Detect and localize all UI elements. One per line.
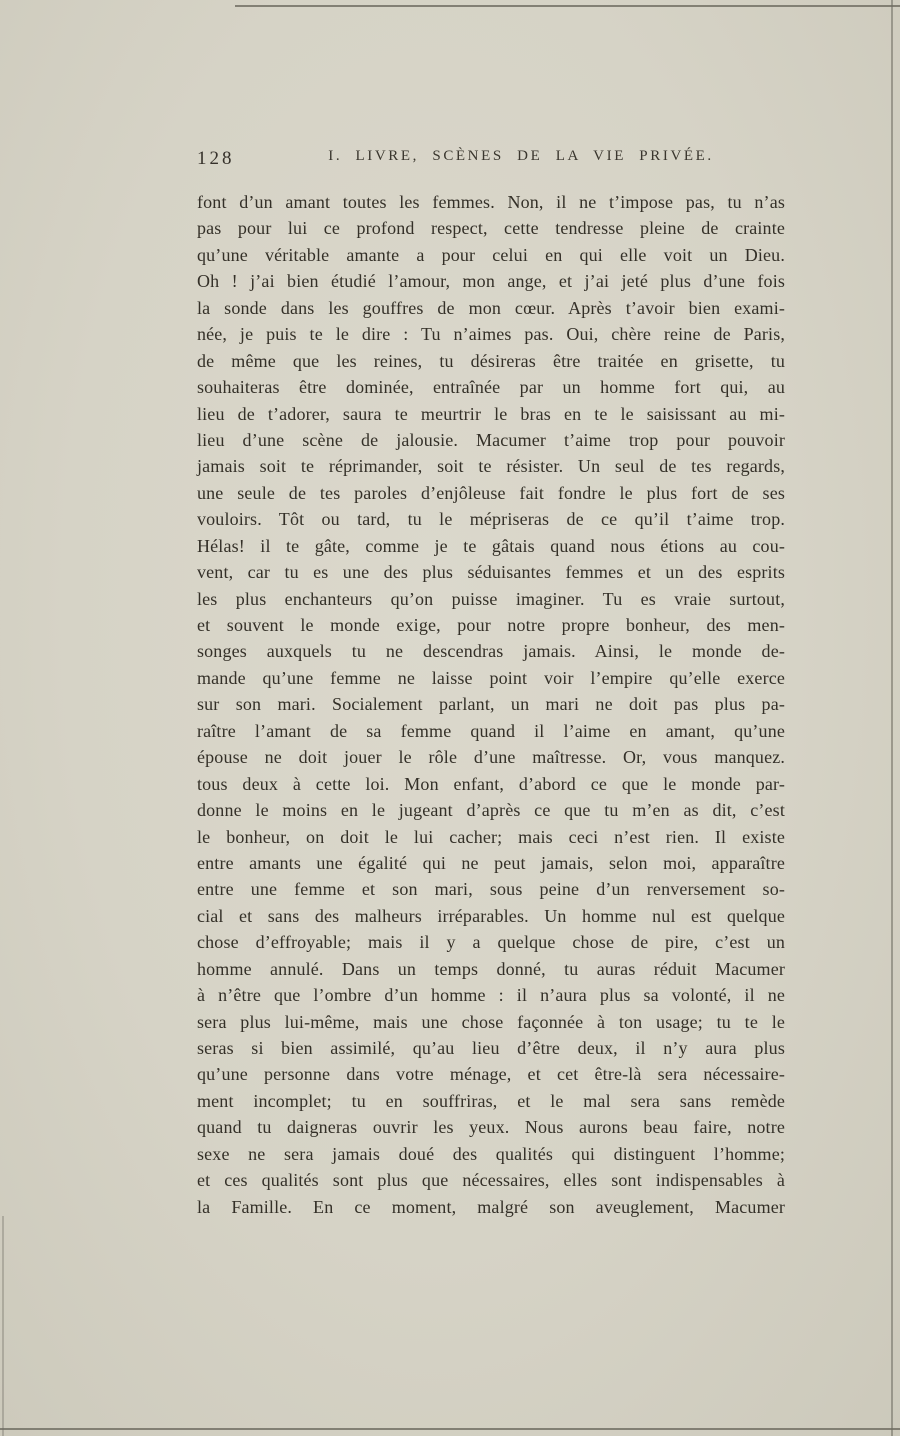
text-line: vouloirs. Tôt ou tard, tu le mépriseras de ce qu’il t’aime trop.	[197, 509, 785, 530]
scan-edge-bottom	[0, 1428, 900, 1430]
page-header-row	[197, 148, 785, 174]
text-line: et souvent le monde exige, pour notre propre bonheur, des men-	[197, 615, 785, 635]
text-line: les plus enchanteurs qu’on puisse imaginer. Tu es vraie surtout,	[197, 588, 785, 609]
text-line: qu’une personne dans votre ménage, et cet être-là sera nécessaire-	[197, 1064, 785, 1085]
text-line: le bonheur, on doit le lui cacher; mais ceci n’est rien. Il existe	[197, 826, 785, 847]
text-line: lieu de t’adorer, saura te meurtrir le bras en te le saisissant au mi-	[197, 403, 785, 424]
scan-edge-right	[891, 0, 893, 1436]
text-line: entre une femme et son mari, sous peine d’un renversement so-	[197, 879, 785, 900]
text-line: sera plus lui-même, mais une chose façonnée à ton usage; tu te le	[197, 1011, 785, 1032]
text-line: songes auxquels tu ne descendras jamais. Ainsi, le monde de-	[197, 641, 785, 662]
text-line: mande qu’une femme ne laisse point voir l’empire qu’elle exerce	[197, 667, 785, 688]
text-line: à n’être que l’ombre d’un homme : il n’aura plus sa volonté, il ne	[197, 985, 785, 1006]
text-line: épouse ne doit jouer le rôle d’une maîtresse. Or, vous manquez.	[197, 747, 785, 768]
text-line: vent, car tu es une des plus séduisantes femmes et un des esprits	[197, 562, 785, 583]
text-line: homme annulé. Dans un temps donné, tu auras réduit Macumer	[197, 958, 785, 979]
text-line: cial et sans des malheurs irréparables. Un homme nul est quelque	[197, 905, 785, 926]
text-line: font d’un amant toutes les femmes. Non, il ne t’impose pas, tu n’as	[197, 192, 785, 212]
text-line: une seule de tes paroles d’enjôleuse fait fondre le plus fort de ses	[197, 482, 785, 503]
text-line: sur son mari. Socialement parlant, un mari ne doit pas plus pa-	[197, 694, 785, 715]
text-line: sexe ne sera jamais doué des qualités qui distinguent l’homme;	[197, 1143, 785, 1164]
text-line: donne le moins en le jugeant d’après ce que tu m’en as dit, c’est	[197, 800, 785, 821]
text-line: Oh ! j’ai bien étudié l’amour, mon ange, et j’ai jeté plus d’une fois	[197, 271, 785, 292]
scan-edge-top	[235, 5, 900, 7]
running-header: I. LIVRE, SCÈNES DE LA VIE PRIVÉE.	[328, 148, 714, 164]
text-line: Hélas! il te gâte, comme je te gâtais quand nous étions au cou-	[197, 535, 785, 556]
text-line: qu’une véritable amante a pour celui en qui elle voit un Dieu.	[197, 244, 785, 265]
text-line: tous deux à cette loi. Mon enfant, d’abord ce que le monde par-	[197, 773, 785, 794]
text-line: pas pour lui ce profond respect, cette tendresse pleine de crainte	[197, 218, 785, 239]
text-line: quand tu daigneras ouvrir les yeux. Nous aurons beau faire, notre	[197, 1117, 785, 1138]
scan-edge-left	[2, 1216, 4, 1436]
text-line: la sonde dans les gouffres de mon cœur. Après t’avoir bien exami-	[197, 297, 785, 318]
body-text	[197, 189, 785, 1220]
text-line: ment incomplet; tu en souffriras, et le mal sera sans remède	[197, 1090, 785, 1111]
text-line: souhaiteras être dominée, entraînée par un homme fort qui, au	[197, 377, 785, 398]
text-line: lieu d’une scène de jalousie. Macumer t’aime trop pour pouvoir	[197, 429, 785, 450]
text-line: et ces qualités sont plus que nécessaires, elles sont indispensables à	[197, 1170, 785, 1191]
text-line: la Famille. En ce moment, malgré son aveuglement, Macumer	[197, 1196, 785, 1217]
text-line: entre amants une égalité qui ne peut jamais, selon moi, apparaître	[197, 852, 785, 873]
text-line: jamais soit te réprimander, soit te résister. Un seul de tes regards,	[197, 456, 785, 477]
text-line: raître l’amant de sa femme quand il l’aime en amant, qu’une	[197, 720, 785, 741]
page-number: 128	[197, 148, 235, 169]
text-line: chose d’effroyable; mais il y a quelque chose de pire, c’est un	[197, 932, 785, 953]
text-line: seras si bien assimilé, qu’au lieu d’être deux, il n’y aura plus	[197, 1038, 785, 1058]
text-line: de même que les reines, tu désireras être traitée en grisette, tu	[197, 350, 785, 371]
text-line: née, je puis te le dire : Tu n’aimes pas. Oui, chère reine de Paris,	[197, 324, 785, 345]
